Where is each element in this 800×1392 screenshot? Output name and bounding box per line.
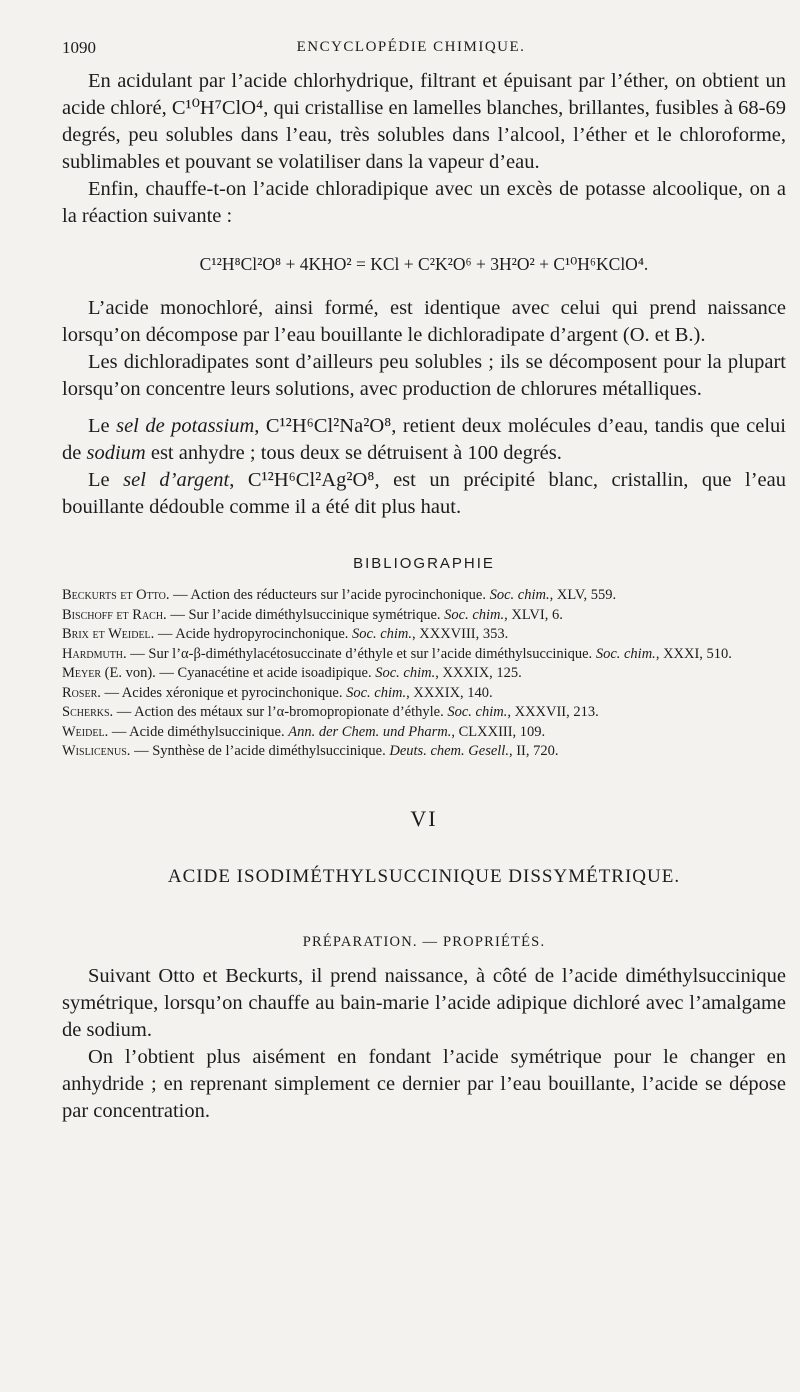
bibliography-author: Beckurts et Otto. — [62, 587, 170, 603]
bibliography-title: — Action des réducteurs sur l’acide pyrocinchonique. — [169, 587, 490, 603]
bibliography-author: Bischoff et Rach. — [62, 606, 167, 623]
bibliography-author: Scherks. — [62, 704, 114, 720]
bibliography-list — [62, 586, 786, 762]
bibliography-journal: Deuts. chem. Gesell. — [389, 743, 509, 759]
page-header — [62, 38, 760, 64]
bibliography-journal: Soc. chim. — [352, 626, 413, 642]
chapter-title: ACIDE ISODIMÉTHYLSUCCINIQUE DISSYMÉTRIQUE. — [167, 865, 681, 887]
bibliography-reference: , CLXXIII, 109. — [451, 723, 546, 740]
paragraph-monochlore: L’acide monochloré, ainsi formé, est identique avec celui qui prend naissance lorsqu’on décompose par l’eau bouillante le dichloradipate d’argent (O. et B.). — [62, 297, 786, 346]
text-segment: Le — [88, 415, 117, 437]
bibliography-journal: Soc. chim. — [346, 684, 407, 701]
bibliography-author: Roser. — [62, 684, 101, 701]
bibliography-entry — [62, 723, 786, 743]
page-number: 1090 — [62, 38, 96, 57]
bibliography-author: Brix et Weidel. — [62, 626, 155, 642]
term-sel-potassium: sel de potassium — [116, 415, 255, 437]
paragraph-dichloradipates: Les dichloradipates sont d’ailleurs peu solubles ; ils se décomposent pour la plupart lorsqu’on concentre leurs solutions, avec production de chlorures métalliques. — [62, 351, 786, 400]
text-segment: est anhydre ; tous deux se détruisent à 100 degrés. — [145, 442, 562, 464]
bibliography-heading: BIBLIOGRAPHIE — [353, 555, 495, 572]
bibliography-journal: Soc. chim. — [375, 665, 436, 681]
bibliography-journal: Soc. chim. — [489, 587, 550, 603]
bibliography-title: (E. von). — Cyanacétine et acide isoadipique. — [101, 665, 376, 681]
bibliography-author: Wislicenus. — [62, 743, 131, 759]
bibliography-entry — [62, 606, 786, 626]
bibliography-entry — [62, 684, 786, 704]
paragraph-chloradipique-potasse: Enfin, chauffe-t-on l’acide chloradipique avec un excès de potasse alcoolique, on a la réaction suivante : — [62, 178, 786, 227]
paragraph-sel-potassium — [62, 413, 786, 467]
text-segment: , C¹²H⁶Cl²Ag²O⁸, est un précipité blanc, cristallin, que l’eau bouillante dédouble comme il a été dit plus haut. — [62, 469, 786, 518]
bibliography-author: Weidel. — [62, 723, 109, 740]
bibliography-title: — Acides xéronique et pyrocinchonique. — [100, 684, 347, 701]
bibliography-journal: Ann. der Chem. und Pharm. — [288, 723, 452, 740]
bibliography-journal: Soc. chim. — [595, 645, 656, 662]
body-text — [62, 68, 786, 1125]
bibliography-entry — [62, 703, 786, 723]
bibliography-title: — Synthèse de l’acide diméthylsuccinique. — [130, 743, 390, 759]
bibliography-reference: , XLV, 559. — [549, 587, 617, 603]
term-sodium: sodium — [86, 442, 146, 464]
bibliography-journal: Soc. chim. — [447, 704, 508, 720]
paragraph-acid-chlore: En acidulant par l’acide chlorhydrique, filtrant et épuisant par l’éther, on obtient un acide chloré, C¹⁰H⁷ClO⁴, qui cristallise en lamelles blanches, brillantes, fusibles à 68-69 degrés, peu solubles dans l’eau, très solubles dans l’alcool, l’éther et le chloroforme, sublimables et pouvant se volatiliser dans la vapeur d’eau. — [62, 70, 786, 173]
bibliography-title: — Sur l’acide diméthylsuccinique symétrique. — [166, 606, 445, 623]
bibliography-reference: , XLVI, 6. — [504, 606, 563, 623]
bibliography-entry — [62, 645, 786, 665]
bibliography-title: — Sur l’α-β-diméthylacétosuccinate d’éthyle et sur l’acide diméthylsuccinique. — [126, 645, 596, 662]
reaction-equation: C¹²H⁸Cl²O⁸ + 4KHO² = KCl + C²K²O⁶ + 3H²O² + C¹⁰H⁶KClO⁴. — [199, 254, 649, 274]
bibliography-title: — Action des métaux sur l’α-bromopropionate d’éthyle. — [113, 704, 448, 720]
bibliography-reference: , XXXIX, 125. — [435, 665, 522, 681]
bibliography-entry — [62, 664, 786, 684]
bibliography-entry — [62, 742, 786, 762]
running-title: ENCYCLOPÉDIE CHIMIQUE. — [296, 39, 526, 55]
bibliography-journal: Soc. chim. — [444, 606, 505, 623]
bibliography-title: — Acide diméthylsuccinique. — [108, 723, 289, 740]
section-title: PRÉPARATION. — PROPRIÉTÉS. — [302, 933, 546, 950]
bibliography-entry — [62, 625, 786, 645]
bibliography-author: Hardmuth. — [62, 645, 127, 662]
text-segment: , C¹²H⁶Cl²Na²O⁸, retient deux molécules d’eau, tandis que celui de — [62, 415, 786, 464]
bibliography-title: — Acide hydropyrocinchonique. — [154, 626, 353, 642]
chapter-number: VI — [410, 805, 438, 831]
bibliography-author: Meyer — [62, 665, 102, 681]
term-sel-argent: sel d’argent — [123, 469, 230, 491]
bibliography-entry — [62, 586, 786, 606]
text-segment: Le — [88, 469, 124, 491]
paragraph-otto-beckurts: Suivant Otto et Beckurts, il prend naissance, à côté de l’acide diméthylsuccinique symétrique, lorsqu’on chauffe au bain-marie l’acide adipique dichloré avec l’amalgame de sodium. — [62, 964, 786, 1041]
bibliography-reference: , XXXVII, 213. — [507, 704, 599, 720]
bibliography-reference: , XXXVIII, 353. — [412, 626, 509, 642]
paragraph-anhydride: On l’obtient plus aisément en fondant l’acide symétrique pour le changer en anhydride ; en reprenant simplement ce dernier par l’eau bouillante, l’acide se dépose par concentration. — [62, 1045, 786, 1122]
bibliography-reference: , II, 720. — [508, 743, 559, 759]
paragraph-sel-argent — [62, 467, 786, 521]
bibliography-reference: , XXXI, 510. — [655, 645, 732, 662]
bibliography-reference: , XXXIX, 140. — [406, 684, 493, 701]
